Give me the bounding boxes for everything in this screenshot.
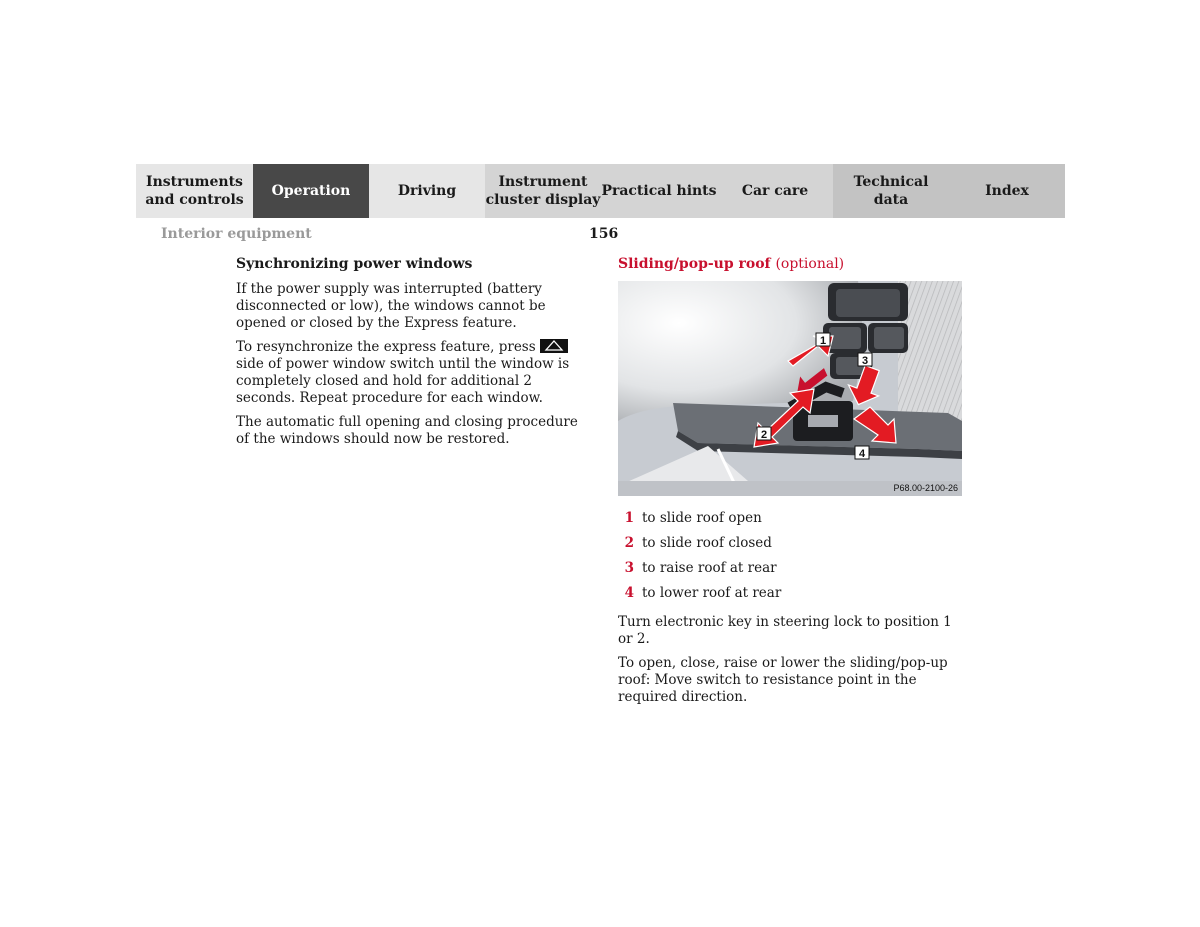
paragraph-restored: The automatic full opening and closing procedure of the windows should now be restored. [236, 414, 578, 447]
legend-number: 1 [624, 510, 634, 526]
tab-practical-hints[interactable]: Practical hints [601, 164, 717, 218]
paragraph-turn-key: Turn electronic key in steering lock to position 1 or 2. [618, 614, 952, 647]
callout-4: 4 [858, 448, 866, 460]
legend-number: 3 [624, 560, 634, 576]
tab-driving[interactable]: Driving [369, 164, 485, 218]
figure-code: P68.00-2100-26 [893, 483, 958, 493]
legend-item [618, 585, 963, 602]
tab-technical-data[interactable]: Technical data [833, 164, 949, 218]
legend-text: to raise roof at rear [642, 560, 777, 576]
tab-index[interactable]: Index [949, 164, 1065, 218]
legend-item [618, 560, 963, 577]
callout-1: 1 [819, 335, 827, 347]
roof-switch-drawing [618, 281, 962, 496]
resync-text-after: side of power window switch until the window is completely closed and hold for additional 2 seconds. Repeat procedure for each window. [236, 356, 570, 406]
resync-text-before: To resynchronize the express feature, press [236, 339, 536, 355]
tab-instrument-cluster-display[interactable]: Instrument cluster display [485, 164, 601, 218]
legend-text: to lower roof at rear [642, 585, 782, 601]
legend-item [618, 510, 963, 527]
legend-number: 2 [624, 535, 634, 551]
legend-item [618, 535, 963, 552]
legend-text: to slide roof closed [642, 535, 772, 551]
legend-number: 4 [624, 585, 634, 601]
chapter-navigation [136, 164, 1065, 218]
callout-3: 3 [861, 355, 869, 367]
callout-legend [618, 510, 963, 602]
optional-note: (optional) [775, 256, 845, 272]
section-title: Interior equipment [161, 226, 312, 242]
synchronizing-heading: Synchronizing power windows [236, 256, 473, 272]
tab-instruments-and-controls[interactable]: Instruments and controls [136, 164, 253, 218]
paragraph-resynchronize [236, 339, 586, 407]
sliding-roof-heading [618, 256, 963, 273]
roof-switch-illustration [618, 281, 962, 496]
tab-operation[interactable]: Operation [253, 164, 369, 218]
tab-car-care[interactable]: Car care [717, 164, 833, 218]
window-close-switch-icon [540, 339, 568, 353]
left-column [236, 256, 586, 455]
paragraph-move-switch: To open, close, raise or lower the sliding/pop-up roof: Move switch to resistance point in the required direction. [618, 655, 948, 705]
right-column [618, 256, 963, 713]
sliding-roof-title: Sliding/pop-up roof [618, 256, 771, 272]
paragraph-power-interrupted: If the power supply was interrupted (battery disconnected or low), the windows cannot be opened or closed by the Express feature. [236, 281, 546, 331]
page-number: 156 [589, 226, 619, 242]
legend-text: to slide roof open [642, 510, 762, 526]
callout-2: 2 [760, 429, 768, 441]
